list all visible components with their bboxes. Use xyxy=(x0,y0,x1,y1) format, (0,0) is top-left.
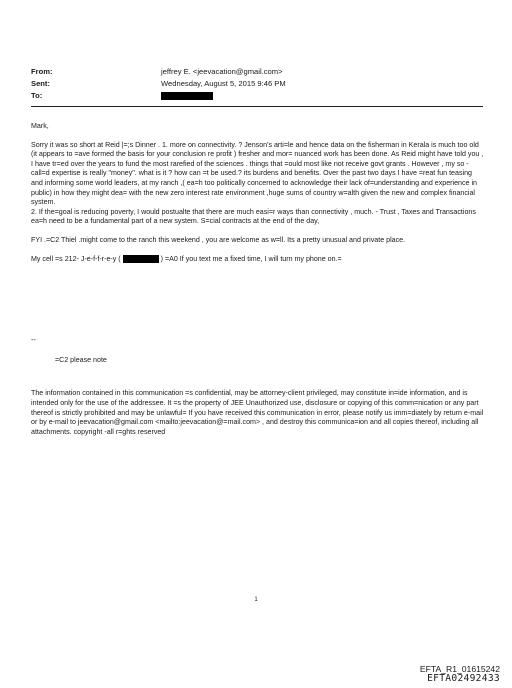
sent-label: Sent: xyxy=(31,79,50,88)
document-ids xyxy=(420,664,500,684)
email-body xyxy=(31,122,485,437)
email-header xyxy=(31,66,491,102)
cell-text-after: ) =A0 If you text me a fixed time, I will turn my phone on.= xyxy=(160,254,342,263)
paragraph-3: FYI .=C2 Thiel .might come to the ranch this weekend , you are welcome as w=ll. Its a pretty unusual and private place. xyxy=(31,235,406,244)
page-number: 1 xyxy=(254,597,258,603)
please-note: =C2 please note xyxy=(55,355,107,364)
header-divider xyxy=(31,106,483,107)
paragraph-1: Sorry it was so short at Reid |=;s Dinner . 1. more on connectivity. ? Jenson's arti=le and hence data on the fisherman in Kerala is much too old (it appears to =ave formed the basis for your conclusion re profit ) fresher and mor= nuanced work has been done. As Reid might have told you , I have tr=ed over the years to fund the most rarefied of the sciences . things that =ould most like not receive govt grants . However , my so -call=d expertise is really "money". what is it ? how can =t be used.? its burdens and benefits. Over the past two days I have =reat fun teasing and informing some world leaders, at my ranch ,( ea=h too politically concerned to acknowledge their lack of=understanding and experience in public) in how they might dea= with the new zero interest rate environment ,huge sums of country w=alth given the new and complex financial system. xyxy=(31,140,484,207)
greeting: Mark, xyxy=(31,122,49,130)
cell-line xyxy=(31,255,485,265)
to-value xyxy=(161,90,213,102)
confidentiality-disclaimer: The information contained in this communication =s confidential, may be attorney-client privileged, may constitute in=ide information, and is intended only for the use of the addressee. It =s the property of JEE Unauthorized use, disclosure or copying of this comm=nication or any part thereof is strictly prohibited and may be unlawful= If you have received this communication in error, please notify us imm=diately by return e-mail or by e-mail to jeevacation@gmail.com <mailto:jeevacation@=mail.com> , and destroy this communica=ion and all copies thereof, including all attachments. copyright -all r=ghts reserved xyxy=(31,389,484,436)
to-label: To: xyxy=(31,91,43,100)
redaction-box-phone xyxy=(123,255,159,263)
sent-row xyxy=(31,78,491,90)
paragraph-2: 2. If the=goal is reducing poverty, I would postualte that there are much easi=r ways than connectivity , much. - Trust , Taxes and Transactions ea=h need to be a fundamental part of a new system. S=cial contracts at the end of the day, xyxy=(31,207,476,226)
document-id-1: EFTA_R1_01615242 xyxy=(419,664,500,674)
to-row xyxy=(31,90,491,102)
sent-value: Wednesday, August 5, 2015 9:46 PM xyxy=(161,79,286,88)
signature-dash: -- xyxy=(31,336,36,345)
from-row xyxy=(31,66,491,78)
from-label: From: xyxy=(31,67,53,76)
redaction-box xyxy=(161,92,213,100)
document-id-2: EFTA02492433 xyxy=(427,673,500,684)
from-value: jeffrey E. <jeevacation@gmail.com> xyxy=(161,67,283,76)
cell-text-before: My cell =s 212- J-e-f-f-r-e-y ( xyxy=(31,254,121,263)
